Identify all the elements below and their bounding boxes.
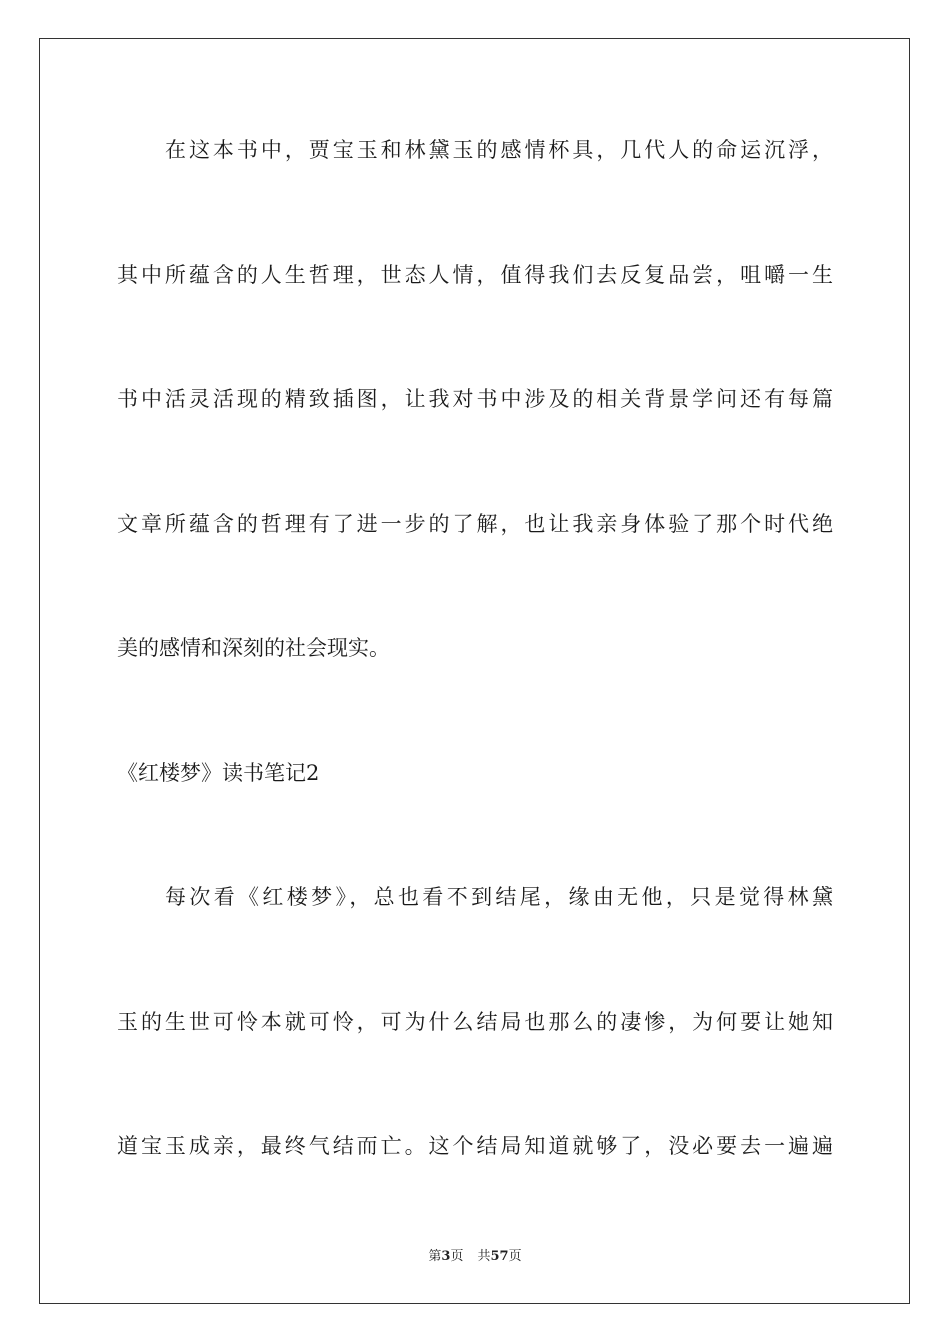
total-pages: 57 <box>490 1249 509 1264</box>
paragraph-2-line-2: 玉的生世可怜本就可怜，可为什么结局也那么的凄惨，为何要让她知 <box>117 1010 833 1034</box>
total-suffix: 页 <box>508 1249 522 1264</box>
page-number: 3 <box>441 1249 451 1264</box>
paragraph-1-line-5: 美的感情和深刻的社会现实。 <box>117 636 390 660</box>
paragraph-1-line-2: 其中所蕴含的人生哲理，世态人情，值得我们去反复品尝，咀嚼一生 <box>117 263 833 287</box>
paragraph-1-line-3: 书中活灵活现的精致插图，让我对书中涉及的相关背景学问还有每篇 <box>117 387 833 411</box>
total-prefix: 共 <box>477 1249 491 1264</box>
page-footer <box>0 1248 950 1266</box>
page-suffix: 页 <box>450 1249 464 1264</box>
paragraph-2-line-1: 每次看《红楼梦》，总也看不到结尾，缘由无他，只是觉得林黛 <box>165 885 833 909</box>
paragraph-2-line-3: 道宝玉成亲，最终气结而亡。这个结局知道就够了，没必要去一遍遍 <box>117 1134 833 1158</box>
page-border <box>39 38 910 1304</box>
section-heading: 《红楼梦》读书笔记2 <box>117 761 320 785</box>
paragraph-1-line-4: 文章所蕴含的哲理有了进一步的了解，也让我亲身体验了那个时代绝 <box>117 512 833 536</box>
paragraph-1-line-1: 在这本书中，贾宝玉和林黛玉的感情杯具，几代人的命运沉浮， <box>165 138 833 162</box>
page-prefix: 第 <box>428 1249 442 1264</box>
